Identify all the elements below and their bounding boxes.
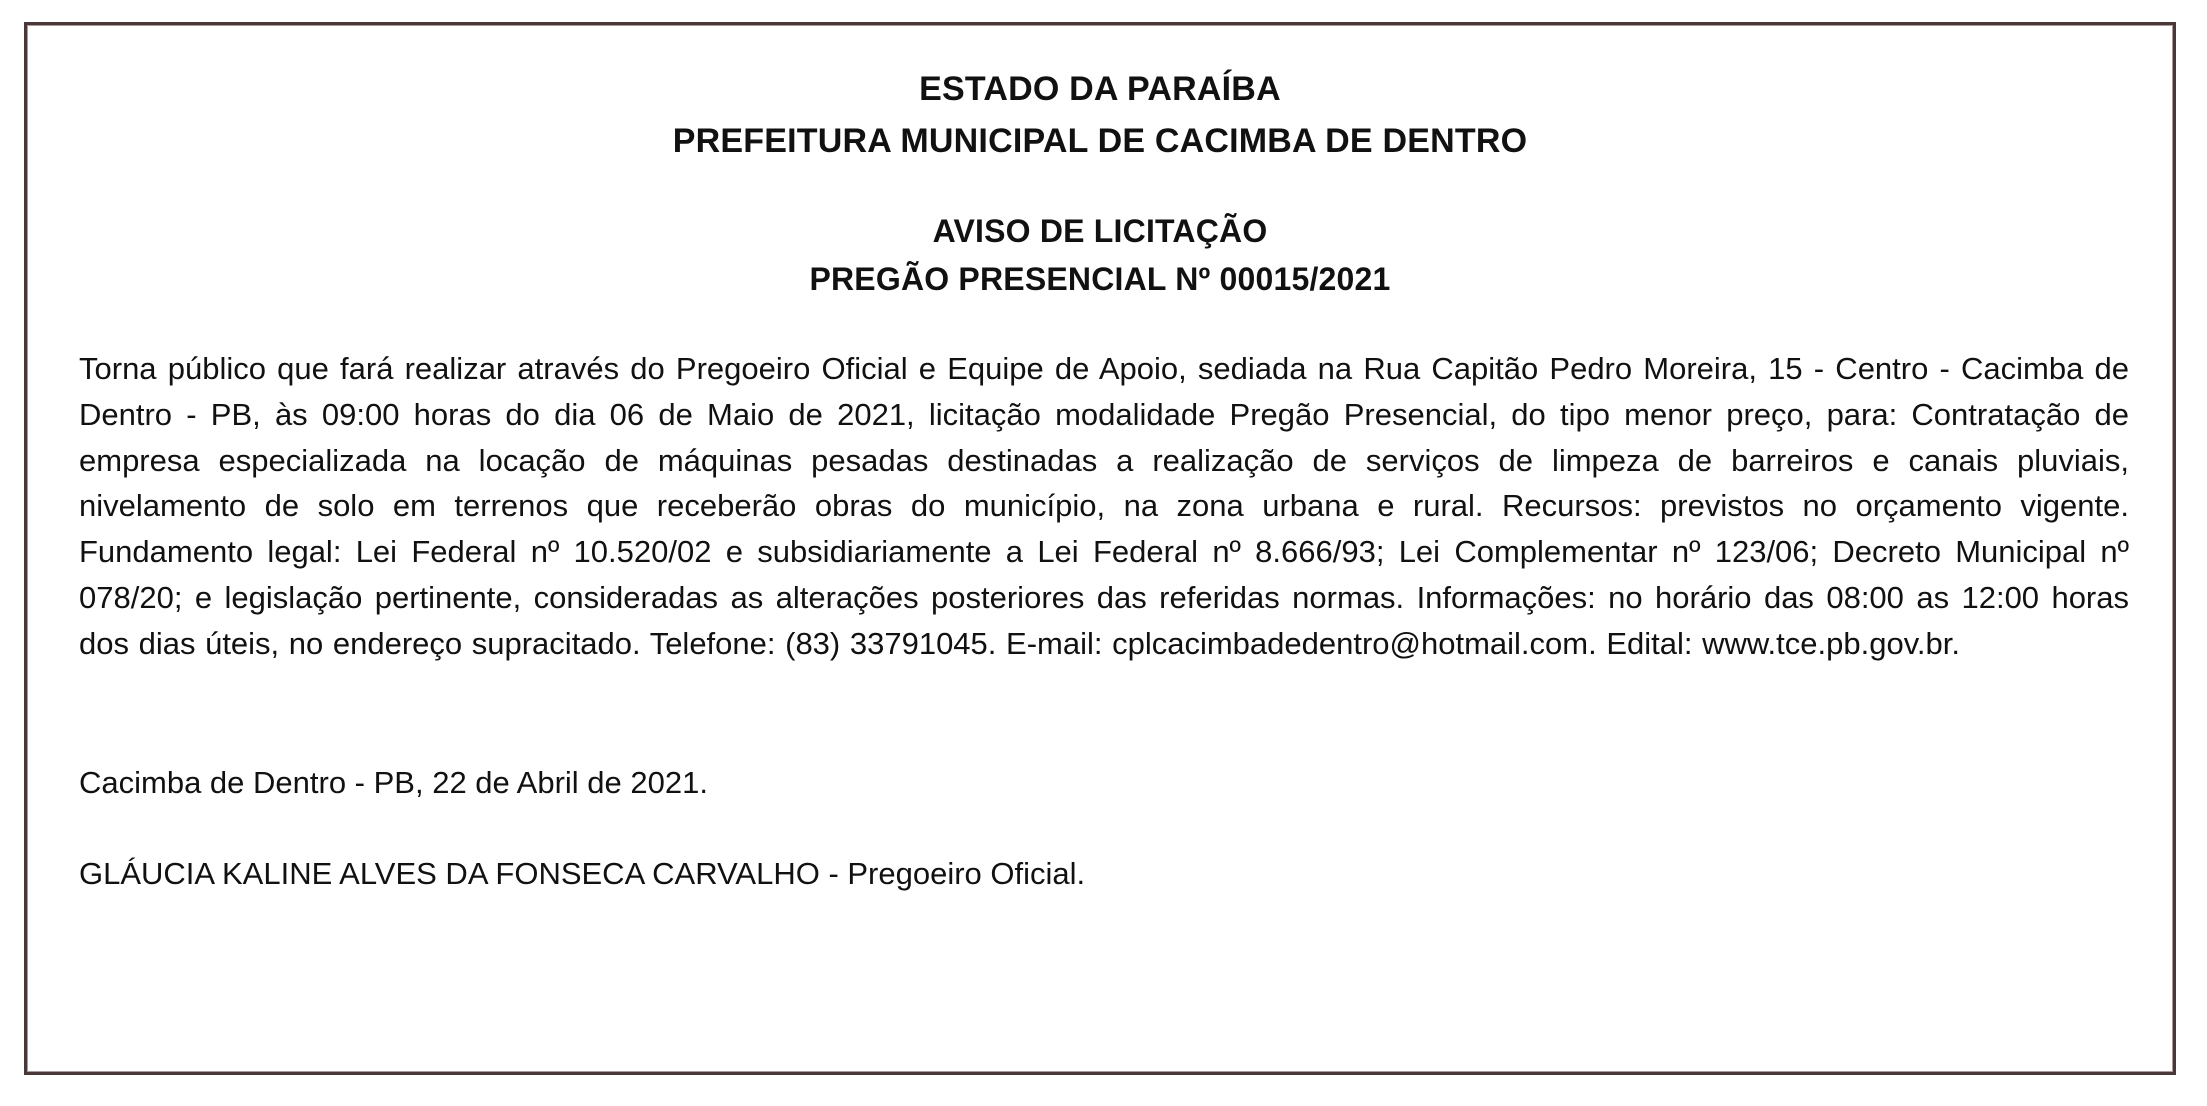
process-number: PREGÃO PRESENCIAL Nº 00015/2021 xyxy=(809,261,1391,297)
document-header xyxy=(27,63,2173,167)
place-and-date: Cacimba de Dentro - PB, 22 de Abril de 2021. xyxy=(79,765,708,800)
notice-body-paragraph: Torna público que fará realizar através do Pregoeiro Oficial e Equipe de Apoio, sediada na Rua Capitão Pedro Moreira, 15 - Centro - Cacimba de Dentro - PB, às 09:00 horas do dia 06 de Maio de 2021, licitação modalidade Pregão Presencial, do tipo menor preço, para: Contratação de empresa especializada na locação de máquinas pesadas destinadas a realização de serviços de limpeza de barreiros e canais pluviais, nivelamento de solo em terrenos que receberão obras do município, na zona urbana e rural. Recursos: previstos no orçamento vigente. Fundamento legal: Lei Federal nº 10.520/02 e subsidiariamente a Lei Federal nº 8.666/93; Lei Complementar nº 123/06; Decreto Municipal nº 078/20; e legislação pertinente, consideradas as alterações posteriores das referidas normas. Informações: no horário das 08:00 as 12:00 horas dos dias úteis, no endereço supracitado. Telefone: (83) 33791045. E-mail: cplcacimbadedentro@hotmail.com. Edital: www.tce.pb.gov.br. xyxy=(79,351,2129,661)
notice-header xyxy=(27,207,2173,303)
state-title: ESTADO DA PARAÍBA xyxy=(919,70,1281,108)
notice-frame xyxy=(24,22,2176,1075)
notice-title: AVISO DE LICITAÇÃO xyxy=(932,213,1268,249)
municipality-title: PREFEITURA MUNICIPAL DE CACIMBA DE DENTRO xyxy=(672,122,1528,160)
signatory-line: GLÁUCIA KALINE ALVES DA FONSECA CARVALHO - Pregoeiro Oficial. xyxy=(79,856,1086,891)
